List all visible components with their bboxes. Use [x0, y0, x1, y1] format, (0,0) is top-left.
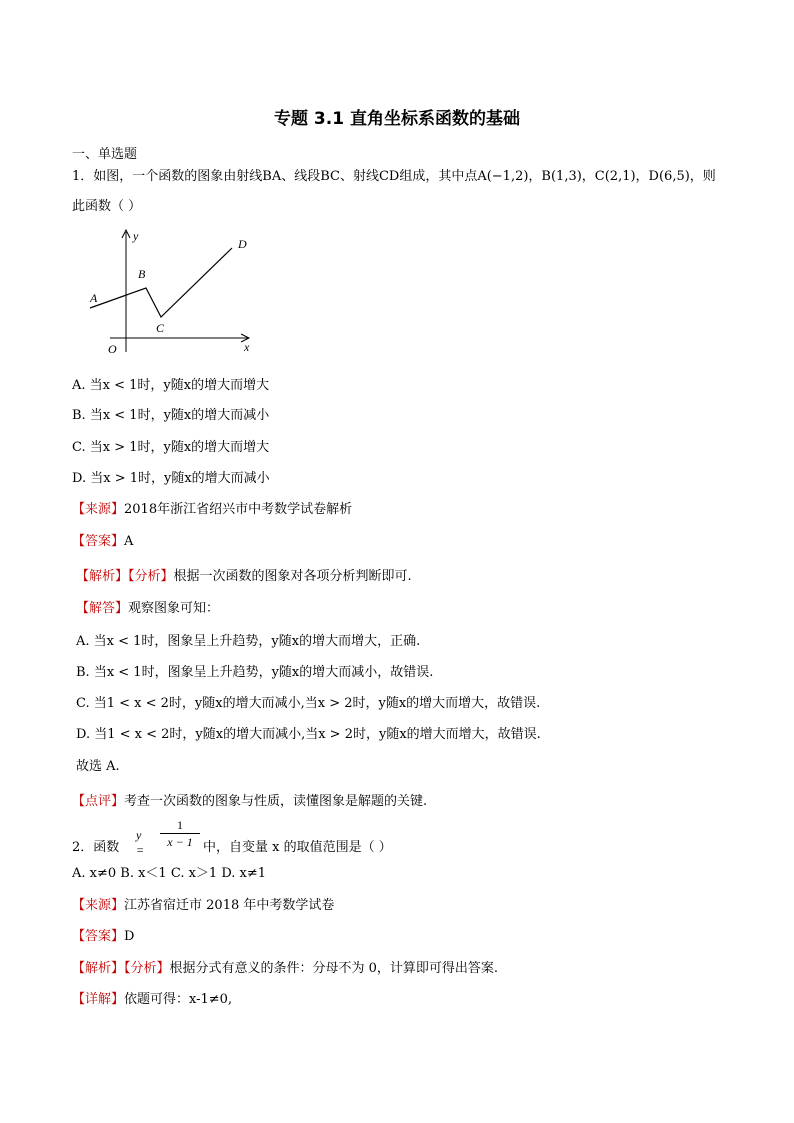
q1-comment: [72, 790, 427, 809]
answer-tag: 【答案】: [72, 929, 125, 944]
formula-bar: [160, 833, 200, 834]
answer-text: A: [124, 534, 134, 549]
q2-analysis: [72, 957, 498, 976]
q2-options: A. x≠0 B. x＜1 C. x＞1 D. x≠1: [72, 866, 267, 881]
label-point-a: A: [90, 291, 98, 305]
comment-text: 考查一次函数的图象与性质，读懂图象是解题的关键.: [124, 794, 428, 809]
q1-option-b: B. 当x < 1时，y随x的增大而减小: [72, 408, 270, 423]
q2-detail: [72, 988, 232, 1007]
q1-option-d: D. 当x > 1时，y随x的增大而减小: [72, 471, 270, 486]
solution-head-text: 观察图象可知：: [128, 601, 220, 616]
section-heading: 一、单选题: [72, 147, 138, 162]
q1-solution-head: [76, 597, 219, 616]
q2-stem-pre: 2．函数: [72, 840, 120, 855]
graph-polyline: [90, 248, 232, 317]
source-text: 江苏省宿迁市 2018 年中考数学试卷: [124, 898, 335, 913]
q1-function-graph: [86, 226, 256, 358]
q1-analysis: [76, 565, 412, 584]
analysis-tag: 【解析】【分析】: [76, 569, 174, 584]
q1-solution-c: C. 当1 < x < 2时，y随x的增大而减小,当x > 2时，y随x的增大而增大，故错误.: [76, 696, 541, 711]
formula-denominator: x − 1: [167, 835, 193, 849]
q1-solution-b: B. 当x < 1时，图象呈上升趋势，y随x的增大而减小，故错误.: [76, 665, 434, 680]
page-title: 专题 3.1 直角坐标系函数的基础: [274, 109, 520, 129]
q1-stem-line1: 1．如图，一个函数的图象由射线BA、线段BC、射线CD组成，其中点A(−1,2)，B(1,3)，C(2,1)，D(6,5)，则: [72, 169, 716, 184]
q1-solution-a: A. 当x < 1时，图象呈上升趋势，y随x的增大而增大，正确.: [76, 634, 421, 649]
q2-answer: [72, 925, 134, 944]
q1-answer: [72, 530, 133, 549]
detail-text: 依题可得：x-1≠0,: [124, 992, 233, 1007]
q1-conclusion: 故选 A.: [76, 759, 120, 774]
analysis-text: 根据分式有意义的条件：分母不为 0，计算即可得出答案.: [169, 961, 499, 976]
q2-source: [72, 894, 334, 913]
q1-option-a: A. 当x < 1时，y随x的增大而增大: [72, 378, 270, 393]
label-x: x: [244, 340, 250, 354]
source-tag: 【来源】: [72, 502, 125, 517]
formula-lhs: y =: [136, 828, 145, 857]
source-text: 2018年浙江省绍兴市中考数学试卷解析: [124, 502, 353, 517]
label-point-b: B: [138, 267, 146, 281]
q1-solution-d: D. 当1 < x < 2时，y随x的增大而减小,当x > 2时，y随x的增大而增大，故错误.: [76, 727, 541, 742]
formula-numerator: 1: [177, 818, 183, 832]
analysis-text: 根据一次函数的图象对各项分析判断即可.: [173, 569, 412, 584]
label-point-c: C: [156, 321, 165, 335]
label-origin: O: [108, 342, 117, 356]
label-y: y: [133, 229, 139, 243]
detail-tag: 【详解】: [72, 992, 125, 1007]
solution-tag: 【解答】: [76, 601, 129, 616]
q1-stem-line2: 此函数（ ）: [72, 199, 142, 214]
answer-tag: 【答案】: [72, 534, 125, 549]
label-point-d: D: [238, 237, 247, 251]
analysis-tag: 【解析】【分析】: [72, 961, 170, 976]
q2-stem-post: 中，自变量 x 的取值范围是（ ）: [203, 840, 392, 855]
source-tag: 【来源】: [72, 898, 125, 913]
q1-source: [72, 498, 352, 517]
comment-tag: 【点评】: [72, 794, 125, 809]
q1-option-c: C. 当x > 1时，y随x的增大而增大: [72, 440, 270, 455]
answer-text: D: [124, 929, 135, 944]
